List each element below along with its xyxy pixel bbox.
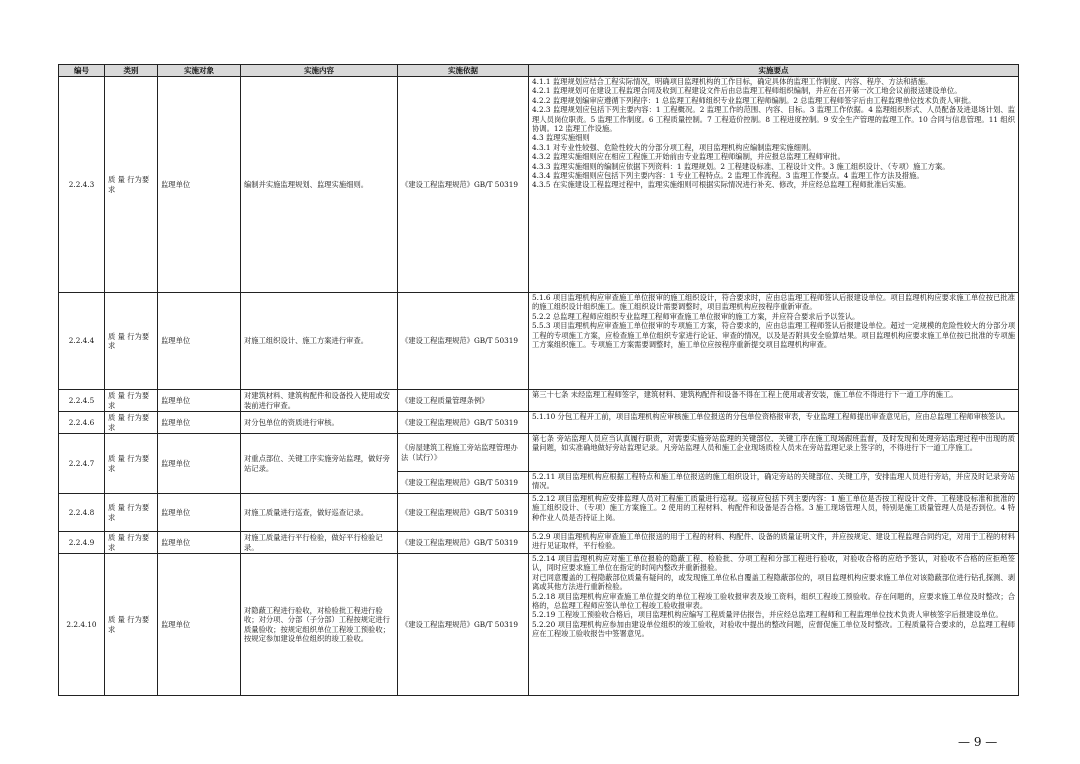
header-target: 实施对象 bbox=[158, 65, 241, 77]
row-category: 质 量 行为要求 bbox=[105, 434, 158, 494]
key-point: 4.2.1 监理规划可在建设工程监理合同及收到工程建设文件后由总监理工程师组织编制，并应在召开第一次工地会议前报送建设单位。 bbox=[532, 86, 962, 96]
row-content: 对施工质量进行平行检验，做好平行检验记录。 bbox=[241, 532, 398, 554]
key-point: 5.2.18 项目监理机构应审查施工单位提交的单位工程竣工验收报审表及竣工资料，组织工程竣工预验收。存在问题的，应要求施工单位及时整改；合格的，总监理工程师应签认单位工程竣工验收报审表。 bbox=[532, 591, 1015, 611]
key-point: 5.2.20 项目监理机构应参加由建设单位组织的竣工验收，对验收中提出的整改问题，应督促施工单位及时整改。工程质量符合要求的，总监理工程师应在工程竣工验收报告中签署意见。 bbox=[532, 619, 1015, 639]
key-point: 5.2.9 项目监理机构应审查施工单位报送的用于工程的材料、构配件、设备的质量证明文件，并应按规定、建设工程监理合同约定，对用于工程的材料进行见证取样，平行检验。 bbox=[532, 532, 1015, 551]
key-point: 第七条 旁站监理人员应当认真履行职责，对需要实施旁站监理的关键部位、关键工序在施工现场跟班监督，及时发现和处理旁站监理过程中出现的质量问题，如实准确地做好旁站监理记录。凡旁站监理人员和施工企业现场质检人员未在旁站监理记录上签字的，不得进行下一道工序施工。 bbox=[532, 434, 1015, 453]
row-content: 编制并实施监理规划、监理实施细则。 bbox=[241, 77, 398, 293]
header-basis: 实施依据 bbox=[398, 65, 529, 77]
header-number: 编号 bbox=[59, 65, 105, 77]
row-content: 对建筑材料、建筑构配件和设备投入使用或安装前进行审查。 bbox=[241, 390, 398, 412]
row-number: 2.2.4.3 bbox=[59, 77, 105, 293]
row-content: 对施工组织设计、施工方案进行审查。 bbox=[241, 293, 398, 390]
key-point: 4.2.3 监理规划应包括下列主要内容：1 工程概况。2 监理工作的范围、内容、目标。3 监理工作依据。4 监理组织形式、人员配备及进退场计划、监理人员岗位职责。5 监理工作制度。6 工程质量控制。7 工程造价控制。8 工程进度控制。9 安全生产管理的监理工作。10 合同与信息管理。11 组织协调。12 监理工作设施。 bbox=[532, 105, 1015, 134]
row-basis: 《建设工程监理规范》GB/T 50319 bbox=[398, 472, 529, 494]
key-point: 5.2.12 项目监理机构应安排监理人员对工程施工质量进行巡视。巡视应包括下列主要内容：1 施工单位是否按工程设计文件、工程建设标准和批准的施工组织设计、（专项）施工方案施工。2 使用的工程材料、构配件和设备是否合格。3 施工现场管理人员，特别是施工质量管理人员是否到位。4 特种作业人员是否持证上岗。 bbox=[532, 494, 1015, 522]
row-number: 2.2.4.7 bbox=[59, 434, 105, 494]
row-category: 质 量 行为要求 bbox=[105, 532, 158, 554]
key-point: 4.3.3 监理实施细则的编制应依据下列资料：1 监理规划。2 工程建设标准、工程设计文件。3 施工组织设计、（专项）施工方案。 bbox=[532, 161, 950, 171]
row-key-points bbox=[529, 472, 1019, 494]
row-basis: 《建设工程监理规范》GB/T 50319 bbox=[398, 532, 529, 554]
row-content: 对分包单位的资质进行审核。 bbox=[241, 412, 398, 434]
row-target: 监理单位 bbox=[158, 532, 241, 554]
row-basis: 《建设工程监理规范》GB/T 50319 bbox=[398, 554, 529, 696]
key-point: 对已同意覆盖的工程隐蔽部位质量有疑问的，或发现施工单位私自覆盖工程隐蔽部位的，项目监理机构应要求施工单位对该隐蔽部位进行钻孔探测、剥离或其他方法进行重新检验。 bbox=[532, 572, 1015, 592]
key-point: 5.2.14 项目监理机构应对施工单位报验的隐蔽工程、检验批、分项工程和分部工程进行验收，对验收合格的应给予签认，对验收不合格的应拒绝签认，同时应要求施工单位在指定的时间内整改并重新报验。 bbox=[532, 554, 1015, 573]
row-category: 质 量 行为要求 bbox=[105, 494, 158, 532]
table-header-row bbox=[59, 65, 1019, 77]
key-point: 5.2.19 工程竣工预验收合格后，项目监理机构应编写工程质量评估报告，并应经总监理工程师和工程监理单位技术负责人审核签字后报建设单位。 bbox=[532, 610, 1003, 620]
key-point: 4.3.1 对专业性较强、危险性较大的分部分项工程，项目监理机构应编制监理实施细则。 bbox=[532, 142, 816, 152]
row-number: 2.2.4.9 bbox=[59, 532, 105, 554]
row-target: 监理单位 bbox=[158, 554, 241, 696]
key-point: 5.5.3 项目监理机构应审查施工单位报审的专项施工方案，符合要求的，应由总监理工程师签认后报建设单位。超过一定规模的危险性较大的分部分项工程的专项施工方案，应检查施工单位组织专家进行论证、审查的情况，以及是否附具安全验算结果。项目监理机构应要求施工单位按已批准的专项施工方案组织施工。专项施工方案需要调整时，施工单位应按程序重新提交项目监理机构审查。 bbox=[532, 321, 1015, 350]
row-category: 质 量 行为要求 bbox=[105, 412, 158, 434]
page-number: — 9 — bbox=[958, 735, 998, 749]
key-point: 4.3 监理实施细则 bbox=[532, 133, 590, 143]
row-key-points bbox=[529, 434, 1019, 472]
row-number: 2.2.4.5 bbox=[59, 390, 105, 412]
row-target: 监理单位 bbox=[158, 412, 241, 434]
row-content: 对重点部位、关键工序实施旁站监理，做好旁站记录。 bbox=[241, 434, 398, 494]
row-basis: 《建设工程监理规范》GB/T 50319 bbox=[398, 293, 529, 390]
row-key-points bbox=[529, 494, 1019, 532]
header-content: 实施内容 bbox=[241, 65, 398, 77]
row-target: 监理单位 bbox=[158, 434, 241, 494]
header-category: 类别 bbox=[105, 65, 158, 77]
row-target: 监理单位 bbox=[158, 293, 241, 390]
row-basis: 《建设工程监理规范》GB/T 50319 bbox=[398, 77, 529, 293]
standards-table bbox=[58, 64, 1019, 696]
row-category: 质 量 行为要求 bbox=[105, 293, 158, 390]
row-category: 质 量 行为要求 bbox=[105, 390, 158, 412]
key-point: 5.1.6 项目监理机构应审查施工单位报审的施工组织设计，符合要求时，应由总监理工程师签认后报建设单位。项目监理机构应要求施工单位按已批准的施工组织设计组织施工。施工组织设计需要调整时，项目监理机构应按程序重新审查。 bbox=[532, 293, 1015, 312]
key-point: 5.1.10 分包工程开工前，项目监理机构应审核施工单位报送的分包单位资格报审表，专业监理工程师提出审查意见后，应由总监理工程师审核签认。 bbox=[532, 412, 1010, 421]
key-point: 4.3.4 监理实施细则应包括下列主要内容：1 专业工程特点。2 监理工作流程。3 监理工作要点。4 监理工作方法及措施。 bbox=[532, 171, 924, 181]
row-number: 2.2.4.8 bbox=[59, 494, 105, 532]
key-point: 第三十七条 未经监理工程师签字，建筑材料、建筑构配件和设备不得在工程上使用或者安装，施工单位不得进行下一道工序的施工。 bbox=[532, 390, 958, 399]
key-point: 5.2.2 总监理工程师应组织专业监理工程师审查施工单位报审的施工方案，并应符合要求后予以签认。 bbox=[532, 311, 860, 321]
table-row bbox=[59, 532, 1019, 554]
table-row bbox=[59, 494, 1019, 532]
header-key-points: 实施要点 bbox=[529, 65, 1019, 77]
row-category: 质 量 行为要求 bbox=[105, 77, 158, 293]
row-target: 监理单位 bbox=[158, 494, 241, 532]
table-row bbox=[59, 434, 1019, 472]
row-number: 2.2.4.10 bbox=[59, 554, 105, 696]
table-row bbox=[59, 293, 1019, 390]
table-row bbox=[59, 77, 1019, 293]
row-key-points bbox=[529, 293, 1019, 390]
row-category: 质 量 行为要求 bbox=[105, 554, 158, 696]
key-point: 4.3.2 监理实施细则应在相应工程施工开始前由专业监理工程师编制，并应报总监理工程师审批。 bbox=[532, 152, 845, 162]
table-row bbox=[59, 412, 1019, 434]
row-key-points bbox=[529, 532, 1019, 554]
row-key-points bbox=[529, 412, 1019, 434]
row-key-points bbox=[529, 390, 1019, 412]
row-number: 2.2.4.4 bbox=[59, 293, 105, 390]
row-key-points bbox=[529, 77, 1019, 293]
key-point: 5.2.11 项目监理机构应根据工程特点和施工单位报送的施工组织设计，确定旁站的关键部位、关键工序，安排监理人员进行旁站，并应及时记录旁站情况。 bbox=[532, 472, 1015, 491]
row-content: 对隐蔽工程进行验收，对检验批工程进行验收；对分项、分部（子分部）工程按规定进行质量验收；按规定组织单位工程竣工预验收；按规定参加建设单位组织的竣工验收。 bbox=[241, 554, 398, 696]
key-point: 4.1.1 监理规划应结合工程实际情况，明确项目监理机构的工作目标，确定具体的监理工作制度、内容、程序、方法和措施。 bbox=[532, 77, 933, 86]
row-content: 对施工质量进行巡查，做好巡查记录。 bbox=[241, 494, 398, 532]
table-row bbox=[59, 554, 1019, 696]
row-key-points bbox=[529, 554, 1019, 696]
table-row bbox=[59, 390, 1019, 412]
row-basis: 《建设工程质量管理条例》 bbox=[398, 390, 529, 412]
key-point: 4.2.2 监理规划编审应遵循下列程序：1 总监理工程师组织专业监理工程师编制。2 总监理工程师签字后由工程监理单位技术负责人审批。 bbox=[532, 95, 976, 105]
row-target: 监理单位 bbox=[158, 390, 241, 412]
key-point: 4.3.5 在实施建设工程监理过程中，监理实施细则可根据实际情况进行补充、修改，并应经总监理工程师批准后实施。 bbox=[532, 180, 911, 190]
row-basis: 《建设工程监理规范》GB/T 50319 bbox=[398, 412, 529, 434]
row-basis: 《房屋建筑工程施工旁站监理管理办法（试行）》 bbox=[398, 434, 529, 472]
row-basis: 《建设工程监理规范》GB/T 50319 bbox=[398, 494, 529, 532]
row-target: 监理单位 bbox=[158, 77, 241, 293]
row-number: 2.2.4.6 bbox=[59, 412, 105, 434]
